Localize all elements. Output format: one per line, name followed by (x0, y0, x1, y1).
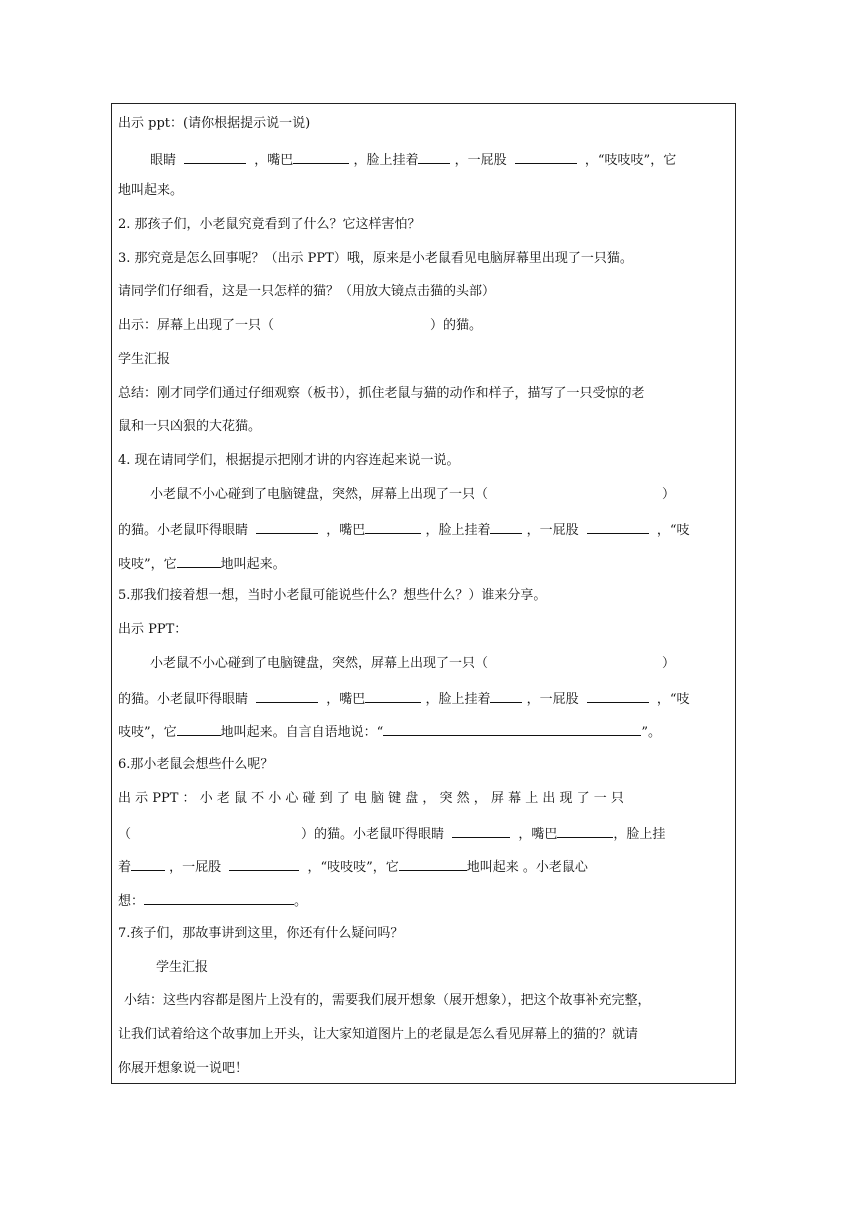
blank[interactable] (490, 690, 522, 703)
blank[interactable] (177, 723, 221, 736)
conclusion-line-3: 你展开想象说一说吧！ (118, 1061, 249, 1076)
story-line-3: 吱吱”，它 地叫起来。 (118, 557, 286, 572)
blank[interactable] (229, 858, 299, 871)
blank[interactable] (399, 858, 467, 871)
conclusion-line-2: 让我们试着给这个故事加上开头，让大家知道图片上的老鼠是怎么看见屏幕上的猫的？就请 (118, 1027, 639, 1042)
blank[interactable] (490, 521, 522, 534)
question-5: 5.那我们接着想一想，当时小老鼠可能说些什么？想些什么？）谁来分享。 (118, 588, 547, 603)
blank[interactable] (365, 521, 421, 534)
blank[interactable] (383, 723, 641, 736)
question-2: 2. 那孩子们，小老鼠究竟看到了什么？它这样害怕？ (118, 217, 421, 232)
question-3-cont: 请同学们仔细看，这是一只怎样的猫？（用放大镜点击猫的头部） (118, 284, 496, 299)
blank[interactable] (256, 521, 318, 534)
blank[interactable] (587, 690, 649, 703)
story-line-2: 的猫。小老鼠吓得眼睛 ，嘴巴 ，脸上挂着 ，一屁股 ，“吱 (118, 523, 690, 538)
story2-line-3: 吱吱”，它 地叫起来。自言自语地说：“ ”。 (118, 725, 661, 740)
student-report-2: 学生汇报 (156, 960, 209, 975)
question-3: 3. 那究竟是怎么回事呢？（出示 PPT）哦，原来是小老鼠看见电脑屏幕里出现了一只猫。 (118, 251, 633, 266)
story3-line-3: 着 ，一屁股 ，“吱吱吱”，它 地叫起来 。小老鼠心 (118, 860, 588, 875)
story3-line-1: 出 示 PPT ： 小 老 鼠 不 小 心 碰 到 了 电 脑 键 盘 ， 突 然 ， 屏 幕 上 出 现 了 一 只 (118, 791, 624, 806)
question-6: 6.那小老鼠会想些什么呢？ (118, 757, 274, 772)
student-report: 学生汇报 (118, 352, 171, 367)
story-line-1: 小老鼠不小心碰到了电脑键盘，突然，屏幕上出现了一只（ ） (150, 487, 676, 502)
ppt-label: 出示 PPT： (118, 622, 188, 637)
question-4: 4. 现在请同学们，根据提示把刚才讲的内容连起来说一说。 (118, 453, 460, 468)
story3-line-4: 想： 。 (118, 894, 308, 909)
blank[interactable] (144, 892, 294, 905)
story3-line-2: （ ）的猫。小老鼠吓得眼睛 ，嘴巴 ，脸上挂 (118, 827, 666, 842)
story2-line-1: 小老鼠不小心碰到了电脑键盘，突然，屏幕上出现了一只（ ） (150, 656, 676, 671)
summary-line-1: 总结：刚才同学们通过仔细观察（板书），抓住老鼠与猫的动作和样子，描写了一只受惊的老 (118, 386, 645, 401)
blank[interactable] (515, 151, 577, 164)
blank[interactable] (177, 555, 221, 568)
question-7: 7.孩子们，那故事讲到这里，你还有什么疑问吗？ (118, 926, 404, 941)
blank[interactable] (184, 151, 246, 164)
blank[interactable] (452, 825, 510, 838)
blank[interactable] (418, 151, 450, 164)
blank[interactable] (256, 690, 318, 703)
fill-line-1: 眼睛 ，嘴巴 ，脸上挂着 ，一屁股 ，“吱吱吱”，它 (150, 153, 677, 168)
screen-cat-line: 出示：屏幕上出现了一只（ ）的猫。 (118, 318, 483, 333)
blank[interactable] (365, 690, 421, 703)
story2-line-2: 的猫。小老鼠吓得眼睛 ，嘴巴 ，脸上挂着 ，一屁股 ，“吱 (118, 692, 690, 707)
conclusion-line-1: 小结：这些内容都是图片上没有的，需要我们展开想象（展开想象），把这个故事补充完整， (124, 993, 651, 1008)
blank[interactable] (293, 151, 349, 164)
fill-line-1-cont: 地叫起来。 (118, 183, 184, 198)
blank[interactable] (587, 521, 649, 534)
blank[interactable] (131, 858, 165, 871)
ppt-prompt-line: 出示 ppt：(请你根据提示说一说) (118, 116, 311, 131)
blank[interactable] (557, 825, 613, 838)
summary-line-2: 鼠和一只凶狠的大花猫。 (118, 419, 262, 434)
